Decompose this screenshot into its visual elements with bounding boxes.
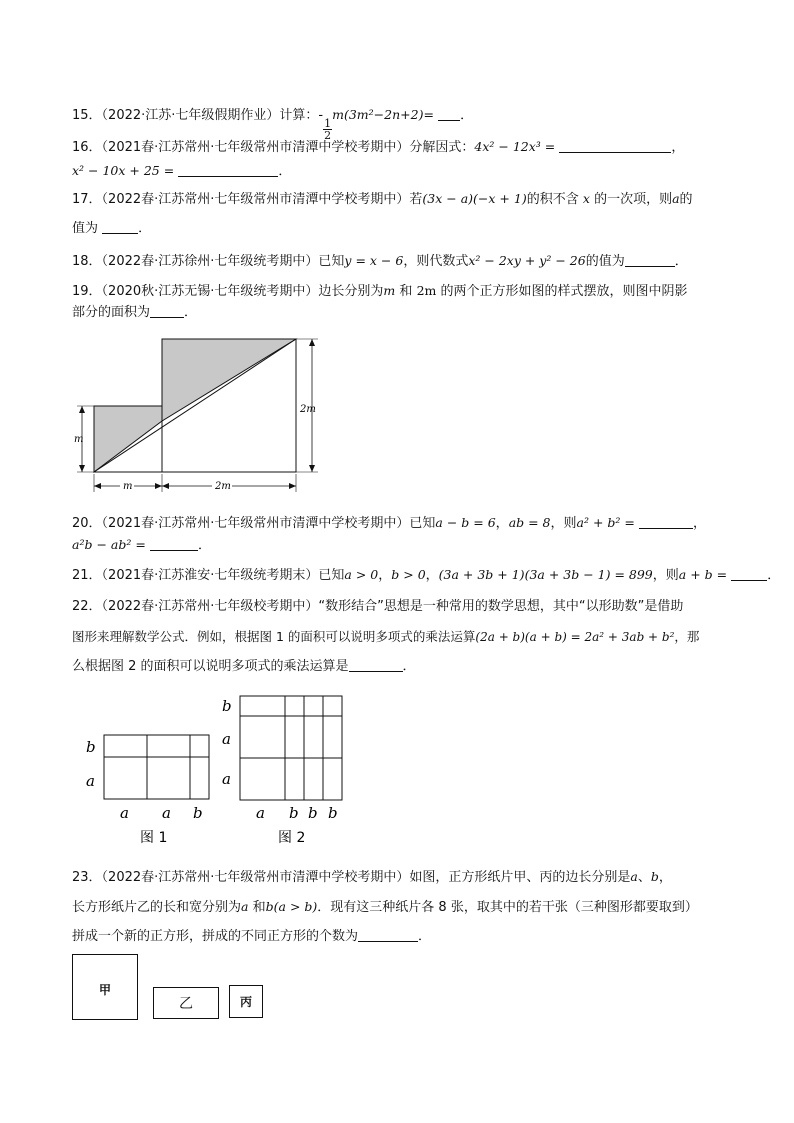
question-number: 17． xyxy=(72,192,102,207)
math-variable: x xyxy=(582,191,590,206)
question-text: “数形结合”思想是一种常用的数学思想，其中“以形助数”是借助 xyxy=(318,599,684,614)
math-variable: a xyxy=(672,191,680,206)
math-expression: a − b = 6 xyxy=(435,515,496,530)
question-text: 已知 xyxy=(409,516,436,531)
shape-label: 丙 xyxy=(239,995,252,1009)
math-expression: (3x − a)(−x + 1) xyxy=(422,191,527,206)
question-source: （2022春·江苏常州·七年级常州市清潭中学校考期中） xyxy=(101,192,410,207)
math-expression: m(3m²−2n+2) xyxy=(332,107,424,122)
question-text: 分解因式： xyxy=(409,140,475,155)
question-source: （2020秋·江苏无锡·七年级统考期中） xyxy=(101,284,319,299)
arrow-head xyxy=(289,483,296,489)
arrow-head xyxy=(309,339,315,346)
comma: ， xyxy=(693,516,707,531)
period: ． xyxy=(184,305,198,320)
period: ． xyxy=(767,568,781,583)
shaded-region-large xyxy=(162,339,296,421)
question-text: 和 xyxy=(252,900,266,915)
question-source: （2022春·江苏常州·七年级常州市清潭中学校考期中） xyxy=(101,870,410,885)
question-text: ，则 xyxy=(652,568,679,583)
question-number: 21． xyxy=(72,568,102,583)
math-expression: b > 0 xyxy=(391,567,426,582)
period: ． xyxy=(674,254,688,269)
question-number: 20． xyxy=(72,516,102,531)
answer-blank[interactable] xyxy=(150,536,198,551)
comma: ， xyxy=(425,568,439,583)
shape-label: 乙 xyxy=(179,996,193,1012)
question-15: 15．（2022·江苏·七年级假期作业）计算：- $\frac{1}{2}$ m(3m²−2n+2)= ． xyxy=(72,107,474,142)
question-number: 23． xyxy=(72,870,102,885)
question-text: 如图，正方形纸片甲、丙的边长分别是 xyxy=(409,870,631,885)
shape-jia-square xyxy=(72,954,138,1020)
arrow-head xyxy=(309,465,315,472)
q22-figure-1 xyxy=(80,730,220,850)
question-number: 15． xyxy=(72,108,102,123)
question-19-line2 xyxy=(72,298,732,328)
question-text: 已知 xyxy=(318,254,345,269)
figure-caption: 图 1 xyxy=(140,830,168,846)
question-text: 部分的面积为 xyxy=(72,305,151,320)
math-expression: ab = 8 xyxy=(508,515,551,530)
question-number: 18． xyxy=(72,254,102,269)
math-expression: (3a + 3b + 1)(3a + 3b − 1) = 899 xyxy=(438,567,653,582)
question-number: 19． xyxy=(72,284,102,299)
q22-figure-2 xyxy=(218,690,358,850)
comma: ， xyxy=(495,516,509,531)
shape-yi-rectangle xyxy=(153,987,219,1019)
math-expression: 4x² − 12x³ = xyxy=(474,139,556,154)
question-18 xyxy=(72,246,732,277)
q19-squares-figure xyxy=(72,334,332,494)
figure-caption: 图 2 xyxy=(278,830,306,846)
answer-blank[interactable] xyxy=(102,219,138,234)
comma: ， xyxy=(378,568,392,583)
column-label: b xyxy=(328,804,338,822)
arrow-head xyxy=(155,483,162,489)
answer-blank[interactable] xyxy=(150,303,184,318)
question-22 xyxy=(72,592,732,622)
answer-blank[interactable] xyxy=(349,657,403,672)
separator: 、 xyxy=(637,870,651,885)
answer-blank[interactable] xyxy=(731,566,767,581)
math-expression: a > 0 xyxy=(344,567,379,582)
shape-bing-square xyxy=(229,985,263,1018)
question-20-line2 xyxy=(72,530,732,561)
shape-label: 甲 xyxy=(98,983,111,997)
question-23 xyxy=(72,862,732,893)
question-text: 已知 xyxy=(318,568,345,583)
question-16-line2 xyxy=(72,156,732,187)
question-text: ．现有这三种纸片各 8 张，取其中的若干张（三种图形都要取到） xyxy=(317,900,698,915)
answer-blank[interactable] xyxy=(438,106,460,121)
question-text: 长方形纸片乙的长和宽分别为 xyxy=(72,900,242,915)
answer-blank[interactable] xyxy=(559,138,671,153)
row-label: a xyxy=(86,772,95,790)
comma: ， xyxy=(671,140,685,155)
question-22-line3 xyxy=(72,652,732,682)
math-expression: a + b = xyxy=(678,567,728,582)
period: ． xyxy=(197,538,211,553)
period: ． xyxy=(418,929,432,944)
question-text: 的积不含 xyxy=(526,192,579,207)
question-23-line3 xyxy=(72,922,732,952)
question-text: ，则 xyxy=(550,516,577,531)
question-text: 的值为 xyxy=(585,254,625,269)
period: ． xyxy=(402,659,416,674)
question-17 xyxy=(72,184,732,215)
math-variable: m xyxy=(383,283,396,298)
column-label: a xyxy=(256,804,265,822)
math-expression: x² − 10x + 25 = xyxy=(72,163,175,178)
math-expression: y = x − 6 xyxy=(344,253,404,268)
period: ． xyxy=(138,221,152,236)
figure-2-rect xyxy=(240,696,342,800)
answer-blank[interactable] xyxy=(358,927,418,942)
question-source: （2021春·江苏常州·七年级常州市清潭中学校考期中） xyxy=(101,516,410,531)
question-source: （2021春·江苏常州·七年级常州市清潭中学校考期中） xyxy=(101,140,410,155)
question-text: 计算： xyxy=(279,108,319,123)
math-expression: (a > b) xyxy=(273,899,318,914)
question-text: ，则代数式 xyxy=(403,254,469,269)
dimension-label: m xyxy=(74,434,84,445)
fraction-numerator: 1 xyxy=(324,117,332,130)
row-label: a xyxy=(222,730,231,748)
math-expression: x² − 2xy + y² − 26 xyxy=(468,253,586,268)
math-expression: a² + b² = xyxy=(576,515,635,530)
question-23-line2 xyxy=(72,892,732,923)
question-text: 值为 xyxy=(72,221,99,236)
question-22-line2 xyxy=(72,622,732,652)
question-number: 16． xyxy=(72,140,102,155)
question-text: 拼成一个新的正方形，拼成的不同正方形的个数为 xyxy=(72,929,359,944)
row-label: b xyxy=(222,697,232,715)
shaded-region-small xyxy=(94,406,162,472)
math-expression: a²b − ab² = xyxy=(72,537,146,552)
fraction-denominator: 2 xyxy=(324,129,332,142)
answer-blank[interactable] xyxy=(178,162,278,177)
question-17-line2 xyxy=(72,214,732,244)
column-label: a xyxy=(162,804,171,822)
question-text: 和 xyxy=(399,284,413,299)
question-source: （2022春·江苏常州·七年级校考期中） xyxy=(101,599,319,614)
dimension-label: 2m xyxy=(300,404,316,415)
column-label: a xyxy=(120,804,129,822)
figure-1-rect xyxy=(104,735,209,799)
column-label: b xyxy=(289,804,299,822)
math-variable: a xyxy=(630,869,638,884)
question-text: 么根据图 2 的面积可以说明多项式的乘法运算是 xyxy=(72,659,349,674)
answer-blank[interactable] xyxy=(625,252,675,267)
question-text: 若 xyxy=(409,192,423,207)
math-variable: a xyxy=(241,899,249,914)
arrow-head xyxy=(79,406,85,413)
equals-sign: = xyxy=(423,107,434,122)
question-source: （2021春·江苏淮安·七年级统考期末） xyxy=(101,568,319,583)
arrow-head xyxy=(162,483,169,489)
question-source: （2022·江苏·七年级假期作业） xyxy=(101,108,280,123)
period: ． xyxy=(278,164,292,179)
comma: ， xyxy=(658,870,672,885)
question-21 xyxy=(72,560,781,591)
row-label: a xyxy=(222,770,231,788)
period: ． xyxy=(460,108,474,123)
answer-blank[interactable] xyxy=(639,514,693,529)
question-text: 的一次项，则 xyxy=(594,192,673,207)
math-expression: (2a + b)(a + b) = 2a² + 3ab + b² xyxy=(475,630,675,644)
question-text: 的 xyxy=(679,192,693,207)
arrow-head xyxy=(79,465,85,472)
question-text: 图形来理解数学公式．例如，根据图 1 的面积可以说明多项式的乘法运算 xyxy=(72,629,476,644)
question-text: 边长分别为 xyxy=(318,284,384,299)
dimension-label: m xyxy=(123,481,133,492)
column-label: b xyxy=(308,804,318,822)
question-text: ，那 xyxy=(674,629,700,644)
question-source: （2022春·江苏徐州·七年级统考期中） xyxy=(101,254,319,269)
math-variable: b xyxy=(650,869,659,884)
dimension-label: 2m xyxy=(215,481,231,492)
math-variable: b xyxy=(265,899,274,914)
question-number: 22． xyxy=(72,599,102,614)
math-variable: 2m xyxy=(416,283,437,298)
arrow-head xyxy=(94,483,101,489)
row-label: b xyxy=(86,738,96,756)
column-label: b xyxy=(193,804,203,822)
question-text: 的两个正方形如图的样式摆放，则图中阴影 xyxy=(440,284,688,299)
